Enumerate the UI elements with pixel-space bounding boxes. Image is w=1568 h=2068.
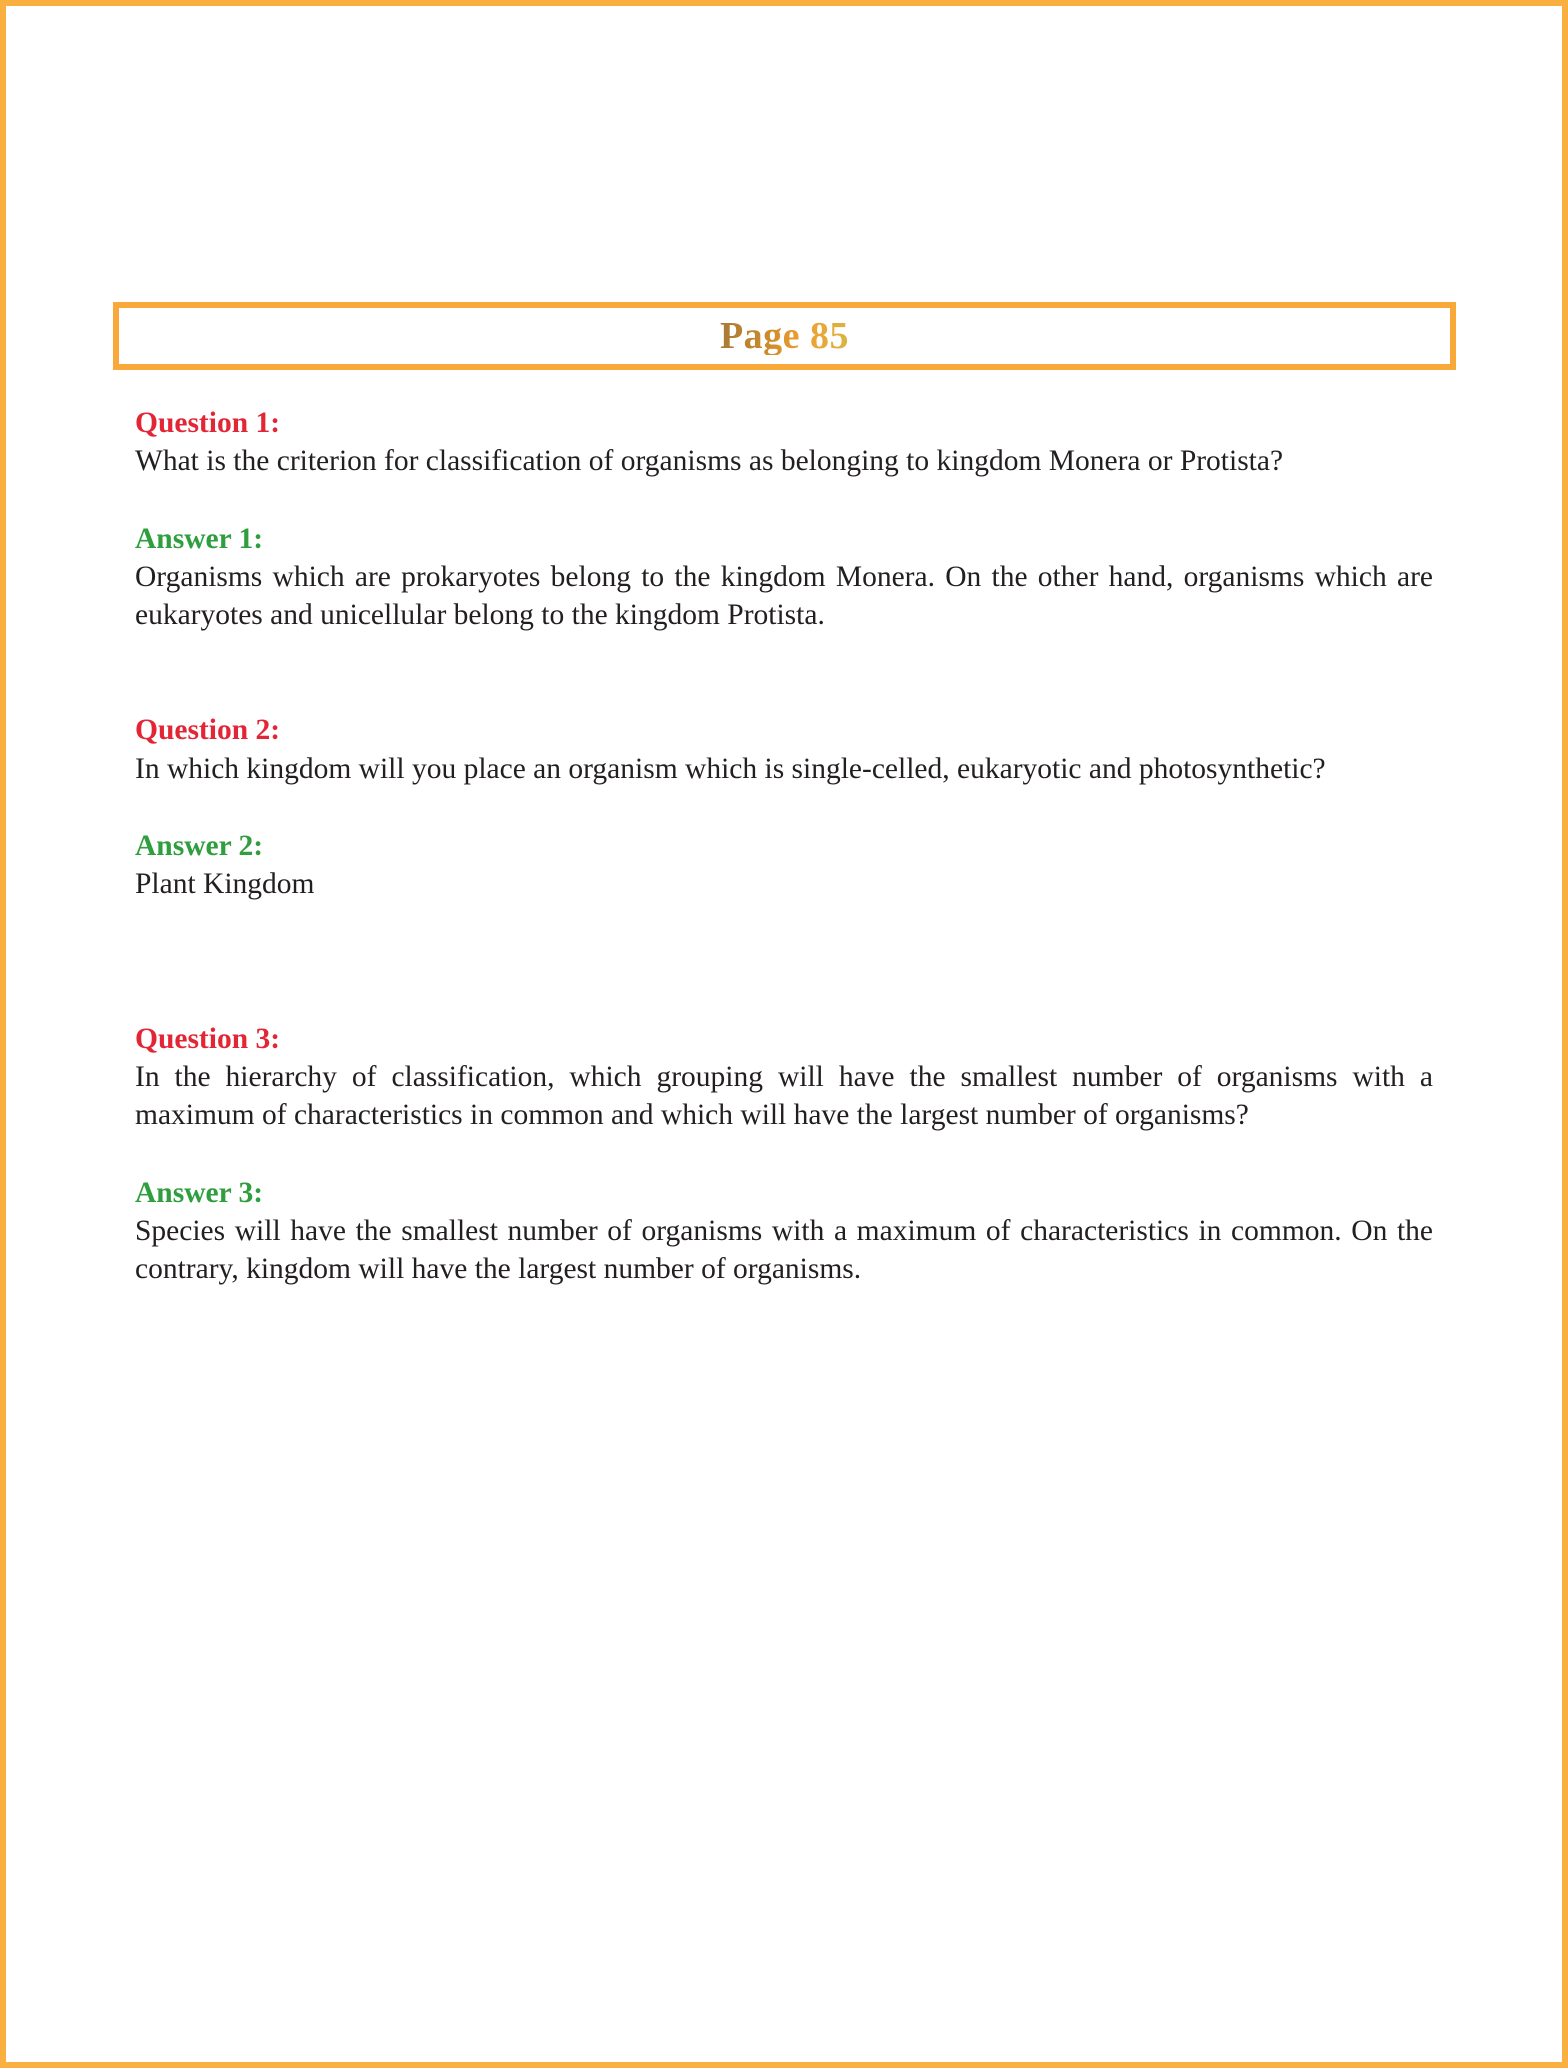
spacer	[135, 634, 1433, 711]
spacer	[135, 481, 1433, 520]
question-label: Question 3:	[135, 1022, 281, 1055]
question-label: Question 1:	[135, 407, 281, 439]
spacer	[135, 1135, 1433, 1174]
question-text: In the hierarchy of classification, which grouping will have the smallest number of organisms with a maximum of characteristics in common and which will have the largest number of organisms?	[135, 1060, 1433, 1132]
answer-text: Species will have the smallest number of organisms with a maximum of characteristics in common. On the contrary, kingdom will have the largest number of organisms.	[135, 1214, 1433, 1286]
question-text: What is the criterion for classification of organisms as belonging to kingdom Monera or Protista?	[135, 445, 1284, 478]
answer-label: Answer 1:	[135, 522, 264, 555]
answer-label: Answer 3:	[135, 1176, 264, 1209]
question-label: Question 2:	[135, 714, 281, 747]
spacer	[135, 904, 1433, 1020]
answer-label: Answer 2:	[135, 830, 264, 863]
spacer	[135, 788, 1433, 827]
page-title: Page 85	[719, 315, 850, 357]
question-text: In which kingdom will you place an organism which is single-celled, eukaryotic and photosynthetic?	[135, 752, 1326, 785]
qa-block-1	[135, 404, 1433, 634]
answer-text: Plant Kingdom	[135, 868, 315, 901]
qa-block-2	[135, 711, 1433, 903]
qa-content	[135, 404, 1433, 1288]
answer-text: Organisms which are prokaryotes belong to the kingdom Monera. On the other hand, organisms which are eukaryotes and unicellular belong to the kingdom Protista.	[135, 560, 1433, 632]
qa-block-3	[135, 1020, 1433, 1289]
page-header-box	[113, 302, 1456, 370]
